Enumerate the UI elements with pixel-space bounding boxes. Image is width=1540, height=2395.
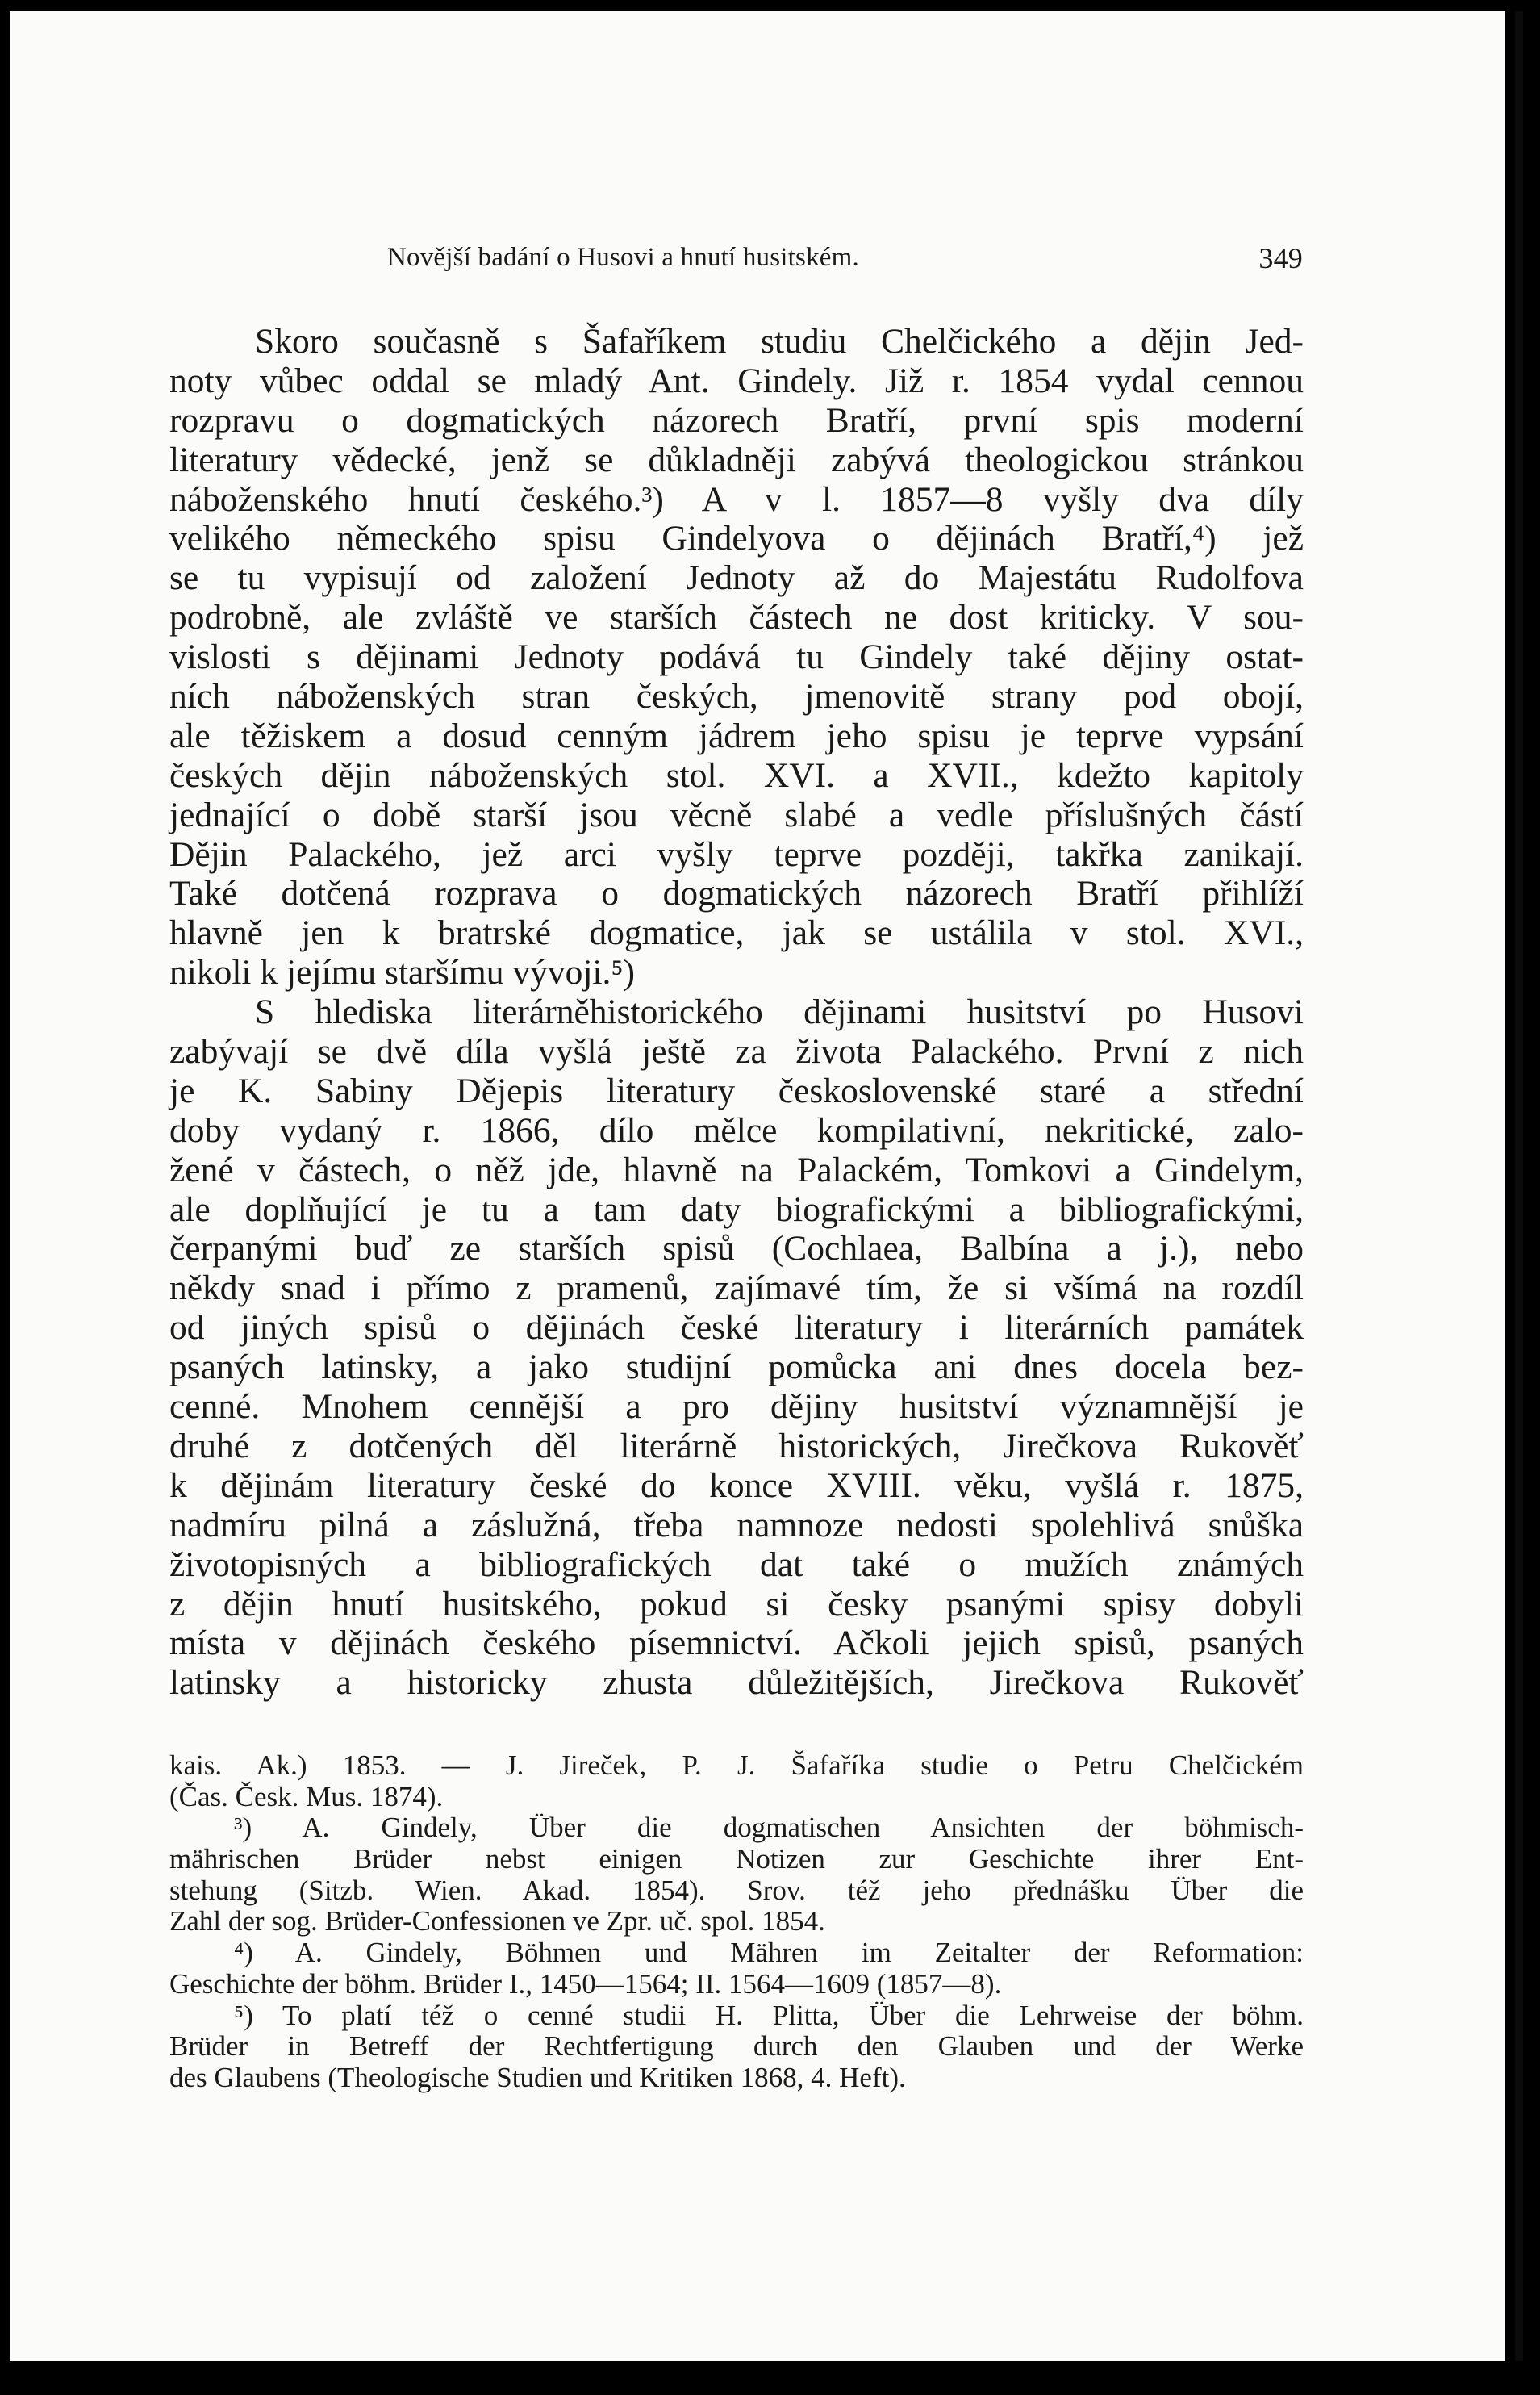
footnote-line: stehung (Sitzb. Wien. Akad. 1854). Srov. též jeho přednášku Über die: [169, 1874, 1304, 1906]
running-header: [387, 241, 1303, 282]
text-line: nikoli k jejímu staršímu vývoji.⁵): [169, 953, 636, 993]
text-line: Dějin Palackého, jež arci vyšly teprve později, takřka zanikají.: [169, 834, 1304, 874]
footnote-line: kais. Ak.) 1853. — J. Jireček, P. J. Šafaříka studie o Petru Chelčickém: [169, 1749, 1304, 1781]
text-line: nadmíru pilná a záslužná, třeba namnoze nedosti spolehlivá snůška: [169, 1505, 1304, 1544]
text-line: podrobně, ale zvláště ve starších částech ne dost kriticky. V sou-: [169, 598, 1304, 637]
text-line: žené v částech, o něž jde, hlavně na Palackém, Tomkovi a Gindelym,: [169, 1150, 1304, 1189]
page-number: 349: [1258, 242, 1303, 274]
footnotes: [169, 1750, 1304, 2094]
text-line: k dějinám literatury české do konce XVIII. věku, vyšlá r. 1875,: [169, 1465, 1304, 1505]
text-line: rozpravu o dogmatických názorech Bratří, první spis moderní: [169, 400, 1304, 440]
text-line: druhé z dotčených děl literárně historických, Jirečkova Rukověť: [169, 1426, 1304, 1465]
text-line: životopisných a bibliografických dat také o mužích známých: [169, 1544, 1304, 1584]
footnote-line: ⁵) To platí též o cenné studii H. Plitta, Über die Lehrweise der böhm.: [234, 1999, 1304, 2031]
text-line: literatury vědecké, jenž se důkladněji zabývá theologickou stránkou: [169, 440, 1304, 479]
page-edge-shadow: [1515, 11, 1523, 2361]
footnote-line: ³) A. Gindely, Über die dogmatischen Ansichten der böhmisch-: [234, 1812, 1304, 1844]
text-line: noty vůbec oddal se mladý Ant. Gindely. Již r. 1854 vydal cennou: [169, 361, 1304, 400]
footnote-line: Geschichte der böhm. Brüder I., 1450—1564; II. 1564—1609 (1857—8).: [169, 1967, 1002, 2000]
footnote-line: des Glaubens (Theologische Studien und Kritiken 1868, 4. Heft).: [169, 2061, 906, 2093]
text-line: latinsky a historicky zhusta důležitějších, Jirečkova Rukověť: [169, 1663, 1304, 1703]
footnote-line: ⁴) A. Gindely, Böhmen und Mähren im Zeitalter der Reformation:: [234, 1937, 1304, 1969]
text-line: ale těžiskem a dosud cenným jádrem jeho spisu je teprve vypsání: [169, 716, 1304, 755]
text-line: českých dějin náboženských stol. XVI. a XVII., kdežto kapitoly: [169, 755, 1304, 795]
text-line: je K. Sabiny Dějepis literatury československé staré a střední: [169, 1071, 1304, 1110]
text-line: psaných latinsky, a jako studijní pomůcka ani dnes docela bez-: [169, 1348, 1304, 1387]
footnote-line: mährischen Brüder nebst einigen Notizen zur Geschichte ihrer Ent-: [169, 1843, 1304, 1875]
text-line: doby vydaný r. 1866, dílo mělce kompilativní, nekritické, zalo-: [169, 1110, 1304, 1150]
text-line: od jiných spisů o dějinách české literatury i literárních památek: [169, 1308, 1304, 1348]
running-title: Novější badání o Husovi a hnutí husitském.: [387, 243, 859, 272]
footnote-line: Zahl der sog. Brüder-Confessionen ve Zpr. uč. spol. 1854.: [169, 1905, 825, 1937]
text-line: ale doplňující je tu a tam daty biografickými a bibliografickými,: [169, 1189, 1304, 1229]
text-line: vislosti s dějinami Jednoty podává tu Gindely také dějiny ostat-: [169, 637, 1304, 677]
text-line: čerpanými buď ze starších spisů (Cochlaea, Balbína a j.), nebo: [169, 1229, 1304, 1269]
text-line: Také dotčená rozprava o dogmatických názorech Bratří přihlíží: [169, 874, 1304, 913]
text-line: z dějin hnutí husitského, pokud si česky psanými spisy dobyli: [169, 1584, 1304, 1624]
text-line: velikého německého spisu Gindelyova o dějinách Bratří,⁴) jež: [169, 519, 1304, 558]
page-content: [10, 11, 1505, 2361]
footnote-line: Brüder in Betreff der Rechtfertigung durch den Glauben und der Werke: [169, 2030, 1304, 2063]
text-line: ních náboženských stran českých, jmenovitě strany pod obojí,: [169, 677, 1304, 717]
footnote-line: (Čas. Česk. Mus. 1874).: [169, 1780, 444, 1812]
text-line: hlavně jen k bratrské dogmatice, jak se ustálila v stol. XVI.,: [169, 913, 1304, 953]
text-line: cenné. Mnohem cennější a pro dějiny husitství významnější je: [169, 1387, 1304, 1427]
text-line: místa v dějinách českého písemnictví. Ačkoli jejich spisů, psaných: [169, 1624, 1304, 1663]
text-line: jednající o době starší jsou věcně slabé a vedle příslušných částí: [169, 795, 1304, 834]
text-line: náboženského hnutí českého.³) A v l. 1857—8 vyšly dva díly: [169, 479, 1304, 519]
book-page: [10, 11, 1505, 2361]
text-line: zabývají se dvě díla vyšlá ještě za života Palackého. První z nich: [169, 1032, 1304, 1072]
main-text: [169, 322, 1304, 1703]
text-line: se tu vypisují od založení Jednoty až do Majestátu Rudolfova: [169, 558, 1304, 598]
text-line: někdy snad i přímo z pramenů, zajímavé tím, že si všímá na rozdíl: [169, 1269, 1304, 1308]
text-line: S hlediska literárněhistorického dějinami husitství po Husovi: [255, 993, 1304, 1032]
text-line: Skoro současně s Šafaříkem studiu Chelčického a dějin Jed-: [255, 322, 1304, 361]
